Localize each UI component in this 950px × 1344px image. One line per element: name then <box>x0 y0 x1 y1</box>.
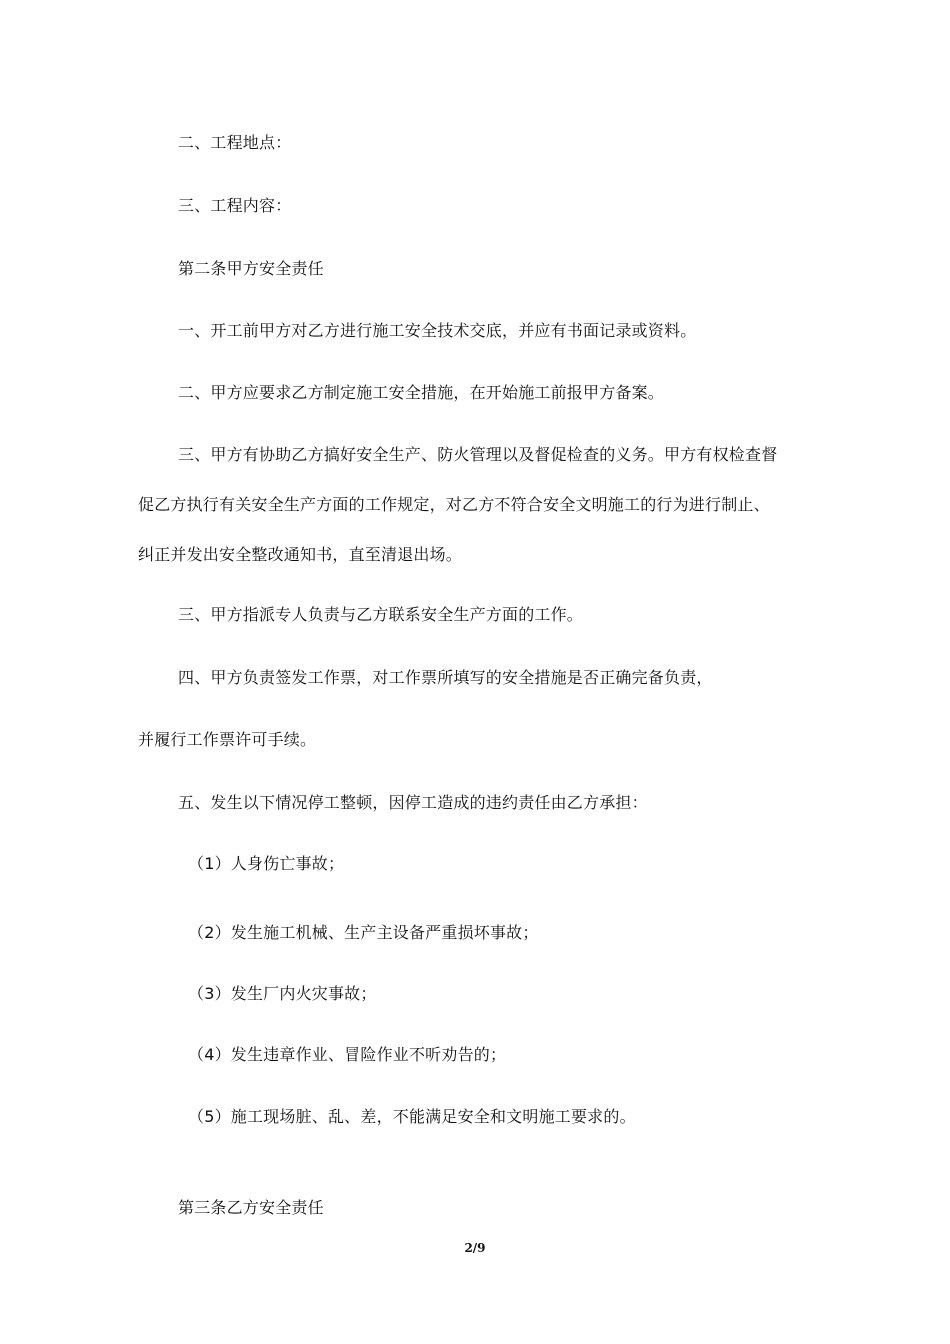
party-a-item-3-line-2: 促乙方执行有关安全生产方面的工作规定，对乙方不符合安全文明施工的行为进行制止、 <box>138 495 770 514</box>
party-a-item-2: 二、甲方应要求乙方制定施工安全措施，在开始施工前报甲方备案。 <box>178 383 665 402</box>
stop-work-condition-4: （4）发生违章作业、冒险作业不听劝告的； <box>188 1045 507 1064</box>
party-a-item-4-line-1: 四、甲方负责签发工作票，对工作票所填写的安全措施是否正确完备负责， <box>178 668 713 687</box>
party-a-item-3-line-1: 三、甲方有协助乙方搞好安全生产、防火管理以及督促检查的义务。甲方有权检查督 <box>178 445 778 464</box>
party-a-item-4-line-2: 并履行工作票许可手续。 <box>138 730 317 749</box>
party-a-item-5: 五、发生以下情况停工整顿，因停工造成的违约责任由乙方承担： <box>178 793 648 812</box>
article-2-heading: 第二条甲方安全责任 <box>178 259 324 278</box>
stop-work-condition-2: （2）发生施工机械、生产主设备严重损坏事故； <box>188 923 539 942</box>
party-a-item-3-line-3: 纠正并发出安全整改通知书，直至清退出场。 <box>138 545 463 564</box>
page-number: 2/9 <box>464 1241 486 1255</box>
clause-project-location: 二、工程地点： <box>178 133 292 152</box>
party-a-item-1: 一、开工前甲方对乙方进行施工安全技术交底，并应有书面记录或资料。 <box>178 321 697 340</box>
clause-project-content: 三、工程内容： <box>178 196 292 215</box>
article-3-heading: 第三条乙方安全责任 <box>178 1198 324 1217</box>
party-a-item-3b: 三、甲方指派专人负责与乙方联系安全生产方面的工作。 <box>178 605 584 624</box>
stop-work-condition-5: （5）施工现场脏、乱、差，不能满足安全和文明施工要求的。 <box>188 1107 636 1126</box>
stop-work-condition-1: （1）人身伤亡事故； <box>188 854 345 873</box>
stop-work-condition-3: （3）发生厂内火灾事故； <box>188 984 377 1003</box>
